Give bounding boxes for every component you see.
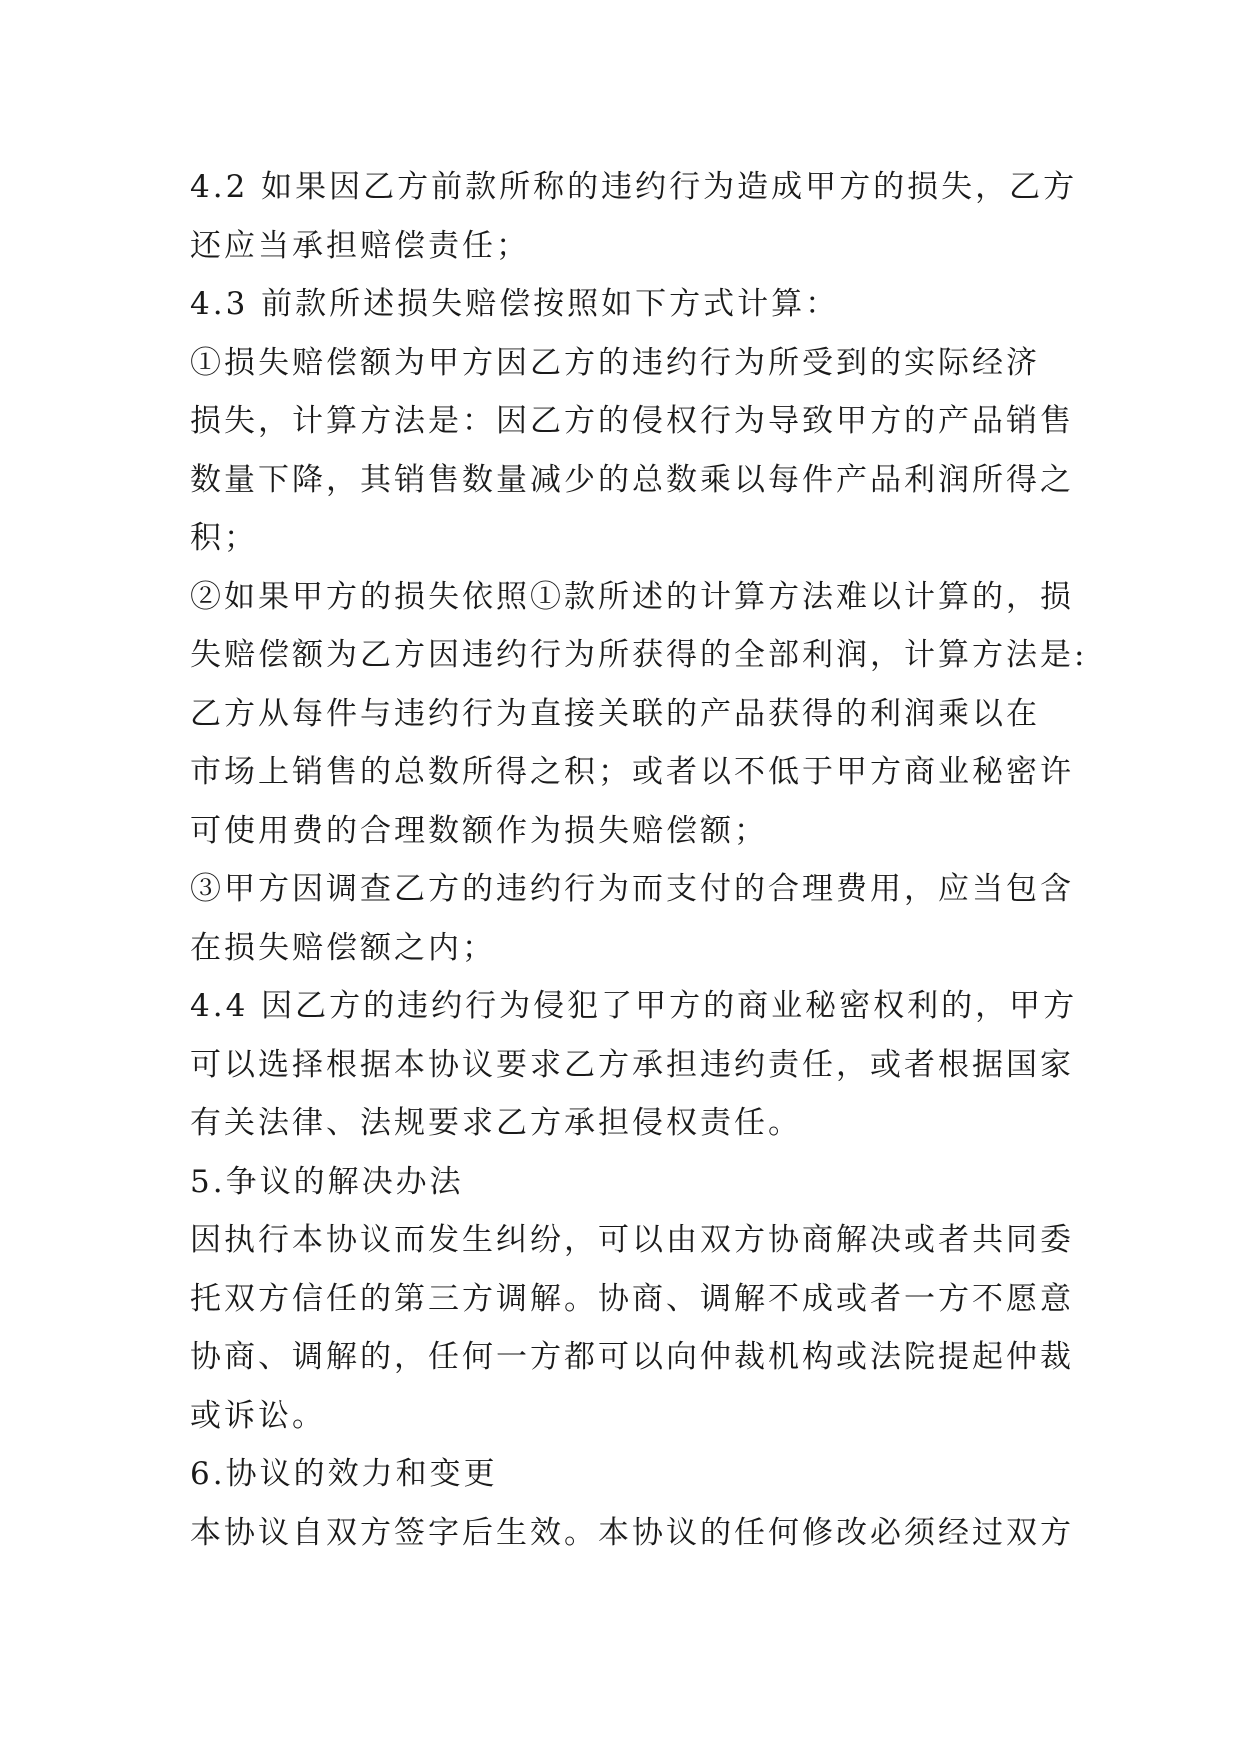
text-line: ③甲方因调查乙方的违约行为而支付的合理费用，应当包含	[190, 871, 1074, 907]
text-line: 4.2 如果因乙方前款所称的违约行为造成甲方的损失，乙方	[190, 169, 1078, 205]
text-line: 有关法律、法规要求乙方承担侵权责任。	[190, 1105, 802, 1141]
text-line: 可以选择根据本协议要求乙方承担违约责任，或者根据国家	[190, 1046, 1074, 1083]
text-line: 或诉讼。	[190, 1397, 326, 1434]
text-line: 在损失赔偿额之内；	[190, 929, 496, 966]
text-line: 4.3 前款所述损失赔偿按照如下方式计算：	[190, 286, 840, 322]
text-line: ②如果甲方的损失依照①款所述的计算方法难以计算的，损	[190, 578, 1074, 615]
section-heading: 6.协议的效力和变更	[190, 1456, 498, 1492]
text-line: 因执行本协议而发生纠纷，可以由双方协商解决或者共同委	[190, 1222, 1074, 1258]
document-body	[190, 158, 1088, 1562]
text-line: 还应当承担赔偿责任；	[190, 227, 530, 264]
text-line: ①损失赔偿额为甲方因乙方的违约行为所受到的实际经济	[190, 344, 1040, 381]
text-line: 失赔偿额为乙方因违约行为所获得的全部利润，计算方法是:	[190, 637, 1088, 673]
text-line: 乙方从每件与违约行为直接关联的产品获得的利润乘以在	[190, 695, 1040, 732]
text-line: 损失，计算方法是：因乙方的侵权行为导致甲方的产品销售	[190, 403, 1074, 439]
text-line: 可使用费的合理数额作为损失赔偿额；	[190, 812, 768, 849]
text-line: 数量下降，其销售数量减少的总数乘以每件产品利润所得之	[190, 461, 1074, 498]
text-line: 积；	[190, 520, 258, 556]
text-line: 市场上销售的总数所得之积；或者以不低于甲方商业秘密许	[190, 754, 1074, 790]
text-line: 4.4 因乙方的违约行为侵犯了甲方的商业秘密权利的，甲方	[190, 988, 1078, 1024]
text-line: 托双方信任的第三方调解。协商、调解不成或者一方不愿意	[190, 1280, 1074, 1317]
text-line: 本协议自双方签字后生效。本协议的任何修改必须经过双方	[190, 1514, 1074, 1551]
text-line: 协商、调解的，任何一方都可以向仲裁机构或法院提起仲裁	[190, 1339, 1074, 1375]
section-heading: 5.争议的解决办法	[190, 1163, 464, 1200]
